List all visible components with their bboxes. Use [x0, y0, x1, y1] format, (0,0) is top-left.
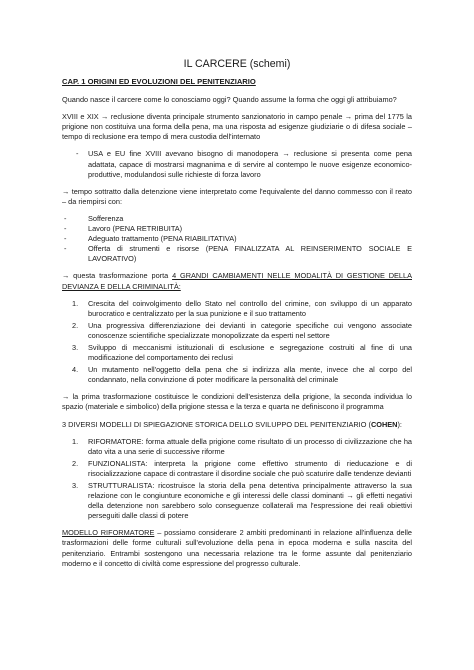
intro-question: Quando nasce il carcere come lo conosciamo oggi? Quando assume la forma che oggi gli attribuiamo?	[62, 95, 397, 105]
chapter-heading: CAP. 1 ORIGINI ED EVOLUZIONI DEL PENITENZIARIO	[62, 77, 256, 86]
list-text: STRUTTURALISTA: ricostruisce la storia della pena detentiva principalmente attraverso la sua relazione con le congiunture economiche e gli interessi delle classi dominanti → gli effetti negativi della detenzione non sarebbero solo conseguenze collaterali ma l'espressione dei reali obiettivi perseguiti dalle classi di potere	[88, 481, 412, 521]
paragraph-origins: XVIII e XIX → reclusione diventa principale strumento sanzionatorio in campo penale → prima del 1775 la prigione non costituiva una forma della pena, ma una risposta ad esigenze giudiziarie o di difesa sociale – tempo di reclusione era tempo di mera custodia dell'internato	[62, 112, 412, 142]
list-item	[62, 459, 412, 479]
paragraph-transformation: → la prima trasformazione costituisce le condizioni dell'esistenza della prigione, la seconda individua lo spazio (materiale e simbolico) della prigione stessa e la terza e quarta ne definiscono il programma	[62, 392, 412, 412]
list-item: - Offerta di strumenti e risorse (PENA FINALIZZATA AL REINSERIMENTO SOCIALE E LAVORATIVO)	[62, 244, 412, 264]
list-number: 3.	[72, 342, 79, 352]
list-item: - Adeguato trattamento (PENA RIABILITATIVA)	[62, 234, 412, 244]
reform-model-text: – possiamo considerare 2 ambiti predominanti in relazione all'influenza delle trasformazioni delle forme culturali sull'evoluzione della pena in epoca moderna e sulla nascita del penitenziario. Entrambi sostengono una necessaria relazione tra le forme assunte dal penitenziario moderno e il concetto di civiltà come espressione del progresso culturale.	[62, 528, 412, 568]
document-title: IL CARCERE (schemi)	[183, 58, 291, 70]
list-text: Crescita del coinvolgimento dello Stato nel controllo del crimine, con sviluppo di un apparato burocratico e centralizzato per la sua punizione e il suo trattamento	[88, 298, 412, 318]
list-number: 2.	[72, 458, 79, 468]
list-fill-time	[62, 214, 412, 264]
list-text: Una progressiva differenziazione dei devianti in categorie specifiche cui vengono associate conoscenze scientifiche specializzate monopolizzate da esperti nel settore	[88, 320, 412, 340]
list-number: 1.	[72, 298, 79, 308]
list-item	[62, 321, 412, 341]
list-item	[62, 365, 412, 385]
list-three-models	[62, 437, 412, 522]
models-heading-suffix: ):	[397, 419, 402, 429]
models-heading-prefix: 3 DIVERSI MODELLI DI SPIEGAZIONE STORICA DELLO SVILUPPO DEL PENITENZIARIO (	[62, 419, 371, 429]
list-item: - Sofferenza	[62, 214, 412, 224]
list-item	[62, 437, 412, 457]
paragraph-changes	[62, 271, 412, 291]
list-item	[62, 481, 412, 521]
cohen-bold: COHEN	[370, 419, 398, 429]
paragraph-time: → tempo sottratto dalla detenzione viene interpretato come l'equivalente del danno commesso con il reato – da riempirsi con:	[62, 186, 412, 206]
list-number: 4.	[72, 365, 79, 375]
paragraph-reform-model	[62, 528, 412, 568]
list-text: Sviluppo di meccanismi istituzionali di esclusione e segregazione costruiti al fine di una modificazione del comportamento dei reclusi	[88, 342, 412, 363]
list-item	[62, 299, 412, 319]
list-text: RIFORMATORE: forma attuale della prigione come risultato di un processo di civilizzazione che ha dato vita a una serie di successive riforme	[88, 436, 412, 456]
list-text: FUNZIONALISTA: interpreta la prigione come effettivo strumento di rieducazione e di risocializzazione capace di contrastare il disordine sociale che può scaturire dalle tendenze devianti	[88, 458, 412, 478]
list-four-changes	[62, 299, 412, 386]
list-item: - USA e EU fine XVIII avevano bisogno di manodopera → reclusione si presenta come pena adattata, capace di mostrarsi magnanima e di servire al contempo le nuove esigenze economico-produttive, modulandosi sulle richieste di forza lavoro	[62, 149, 412, 179]
list-number: 1.	[72, 436, 79, 446]
reform-model-underlined: MODELLO RIFORMATORE	[62, 528, 155, 538]
changes-heading-underlined: 4 GRANDI CAMBIAMENTI NELLE MODALITÀ DI GESTIONE DELLA DEVIANZA E DELLA CRIMINALITÀ:	[62, 271, 412, 291]
list-text: Un mutamento nell'oggetto della pena che si indirizza alla mente, invece che al corpo del condannato, nella convinzione di poter modificare la personalità del criminale	[88, 365, 412, 385]
list-item	[62, 343, 412, 363]
paragraph-models-heading	[62, 420, 412, 430]
paragraph-changes-prefix: → questa trasformazione porta	[62, 271, 173, 281]
list-number: 3.	[72, 481, 79, 490]
bullet-list-usa-eu	[62, 149, 412, 179]
list-number: 2.	[72, 320, 79, 330]
list-item: - Lavoro (PENA RETRIBUITA)	[62, 224, 412, 234]
